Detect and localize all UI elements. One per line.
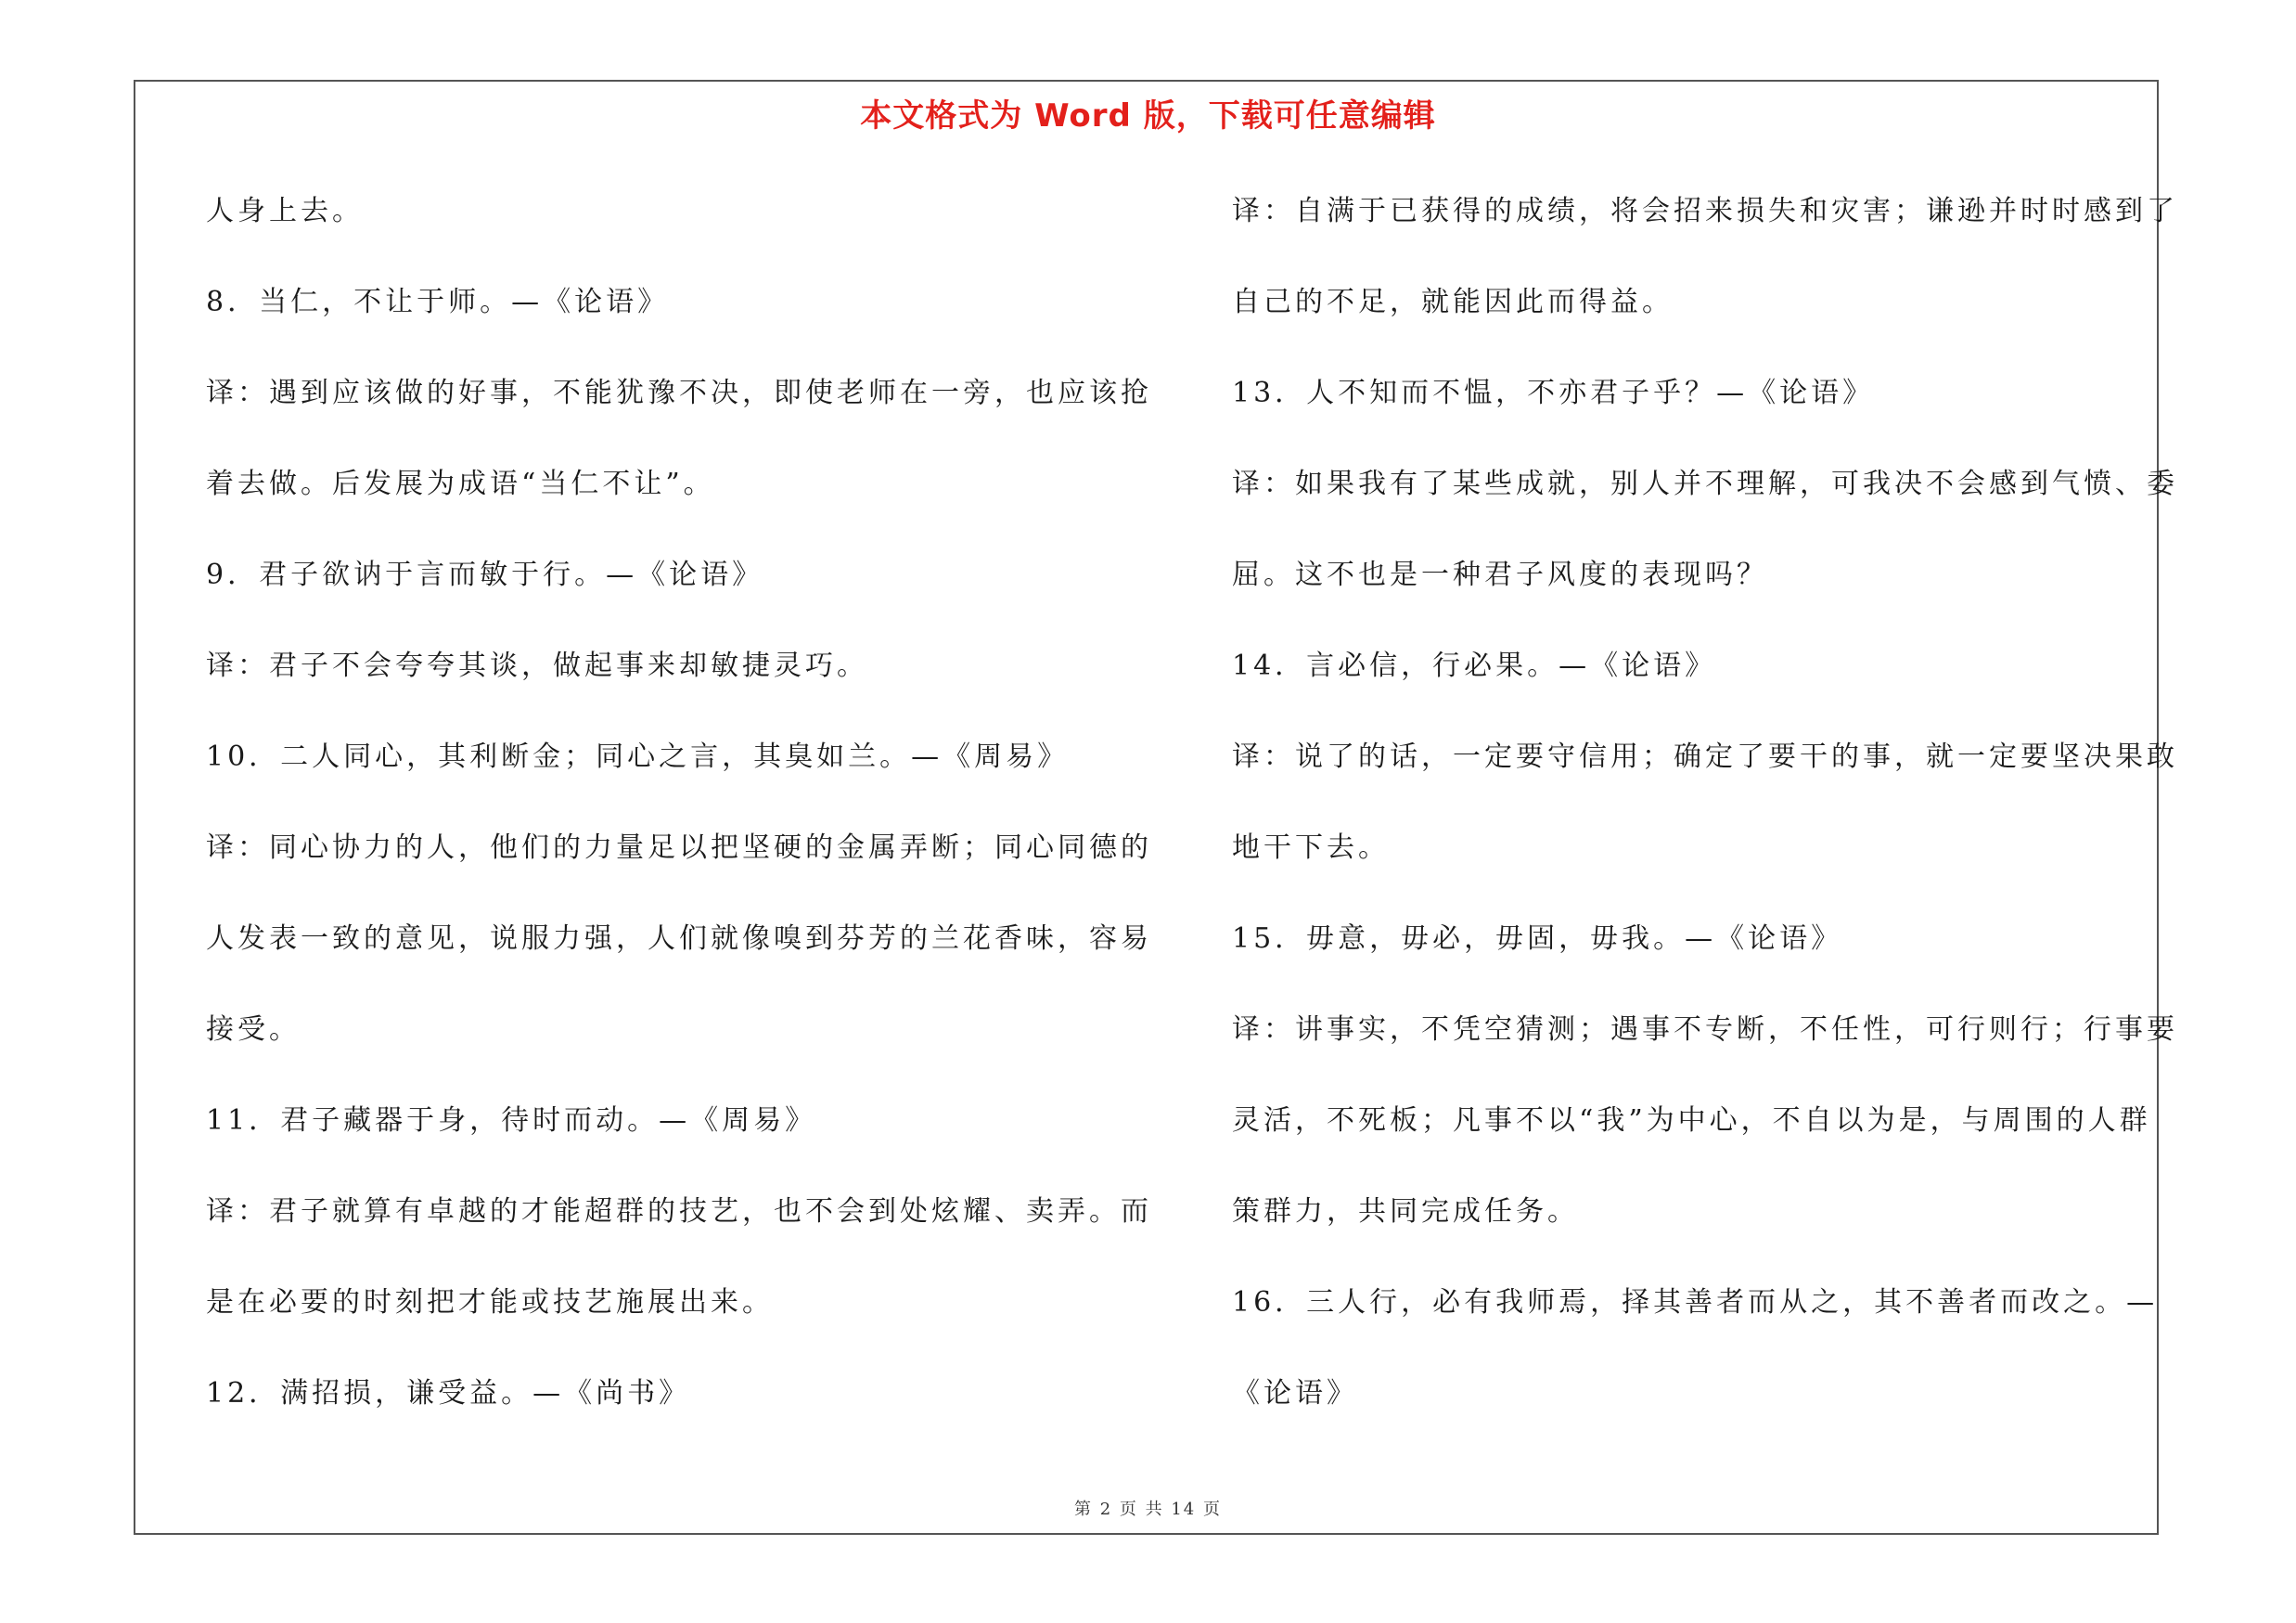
text-line: 译：同心协力的人，他们的力量足以把坚硬的金属弄断；同心同德的	[206, 831, 1152, 864]
text-line: 译：君子不会夸夸其谈，做起事来却敏捷灵巧。	[206, 650, 868, 682]
text-line: 译：遇到应该做的好事，不能犹豫不决，即使老师在一旁，也应该抢	[206, 377, 1152, 409]
right-text-column	[1232, 186, 2178, 1459]
text-line: 10．二人同心，其利断金；同心之言，其臭如兰。—《周易》	[206, 741, 1070, 773]
text-line: 13．人不知而不愠，不亦君子乎？—《论语》	[1232, 377, 1875, 409]
left-text-column	[206, 186, 1152, 1459]
text-line: 人发表一致的意见，说服力强，人们就像嗅到芬芳的兰花香味，容易	[206, 922, 1152, 955]
text-line: 12．满招损，谦受益。—《尚书》	[206, 1377, 691, 1410]
word-format-banner: 本文格式为 Word 版，下载可任意编辑	[860, 97, 1436, 135]
text-line: 16．三人行，必有我师焉，择其善者而从之，其不善者而改之。—	[1232, 1286, 2159, 1319]
text-line: 译：如果我有了某些成就，别人并不理解，可我决不会感到气愤、委	[1232, 468, 2178, 500]
text-line: 自己的不足，就能因此而得益。	[1232, 286, 1674, 318]
text-line: 译：讲事实，不凭空猜测；遇事不专断，不任性，可行则行；行事要	[1232, 1013, 2178, 1046]
text-line: 接受。	[206, 1013, 301, 1046]
text-line: 地干下去。	[1232, 831, 1390, 864]
text-line: 15．毋意，毋必，毋固，毋我。—《论语》	[1232, 922, 1843, 955]
page-number-footer: 第 2 页 共 14 页	[1074, 1500, 1222, 1519]
text-line: 9．君子欲讷于言而敏于行。—《论语》	[206, 559, 764, 591]
text-line: 屈。这不也是一种君子风度的表现吗？	[1232, 559, 1768, 591]
text-line: 着去做。后发展为成语“当仁不让”。	[206, 468, 715, 500]
text-line: 译：说了的话，一定要守信用；确定了要干的事，就一定要坚决果敢	[1232, 741, 2178, 773]
text-line: 灵活，不死板；凡事不以“我”为中心，不自以为是，与周围的人群	[1232, 1104, 2151, 1137]
text-line: 译：君子就算有卓越的才能超群的技艺，也不会到处炫耀、卖弄。而	[206, 1195, 1152, 1228]
text-line: 《论语》	[1232, 1377, 1358, 1410]
text-line: 策群力，共同完成任务。	[1232, 1195, 1579, 1228]
text-line: 译：自满于已获得的成绩，将会招来损失和灾害；谦逊并时时感到了	[1232, 195, 2178, 227]
text-line: 14．言必信，行必果。—《论语》	[1232, 650, 1717, 682]
text-line: 8．当仁，不让于师。—《论语》	[206, 286, 670, 318]
text-line: 11．君子藏器于身，待时而动。—《周易》	[206, 1104, 817, 1137]
text-line: 人身上去。	[206, 195, 364, 227]
text-line: 是在必要的时刻把才能或技艺施展出来。	[206, 1286, 774, 1319]
